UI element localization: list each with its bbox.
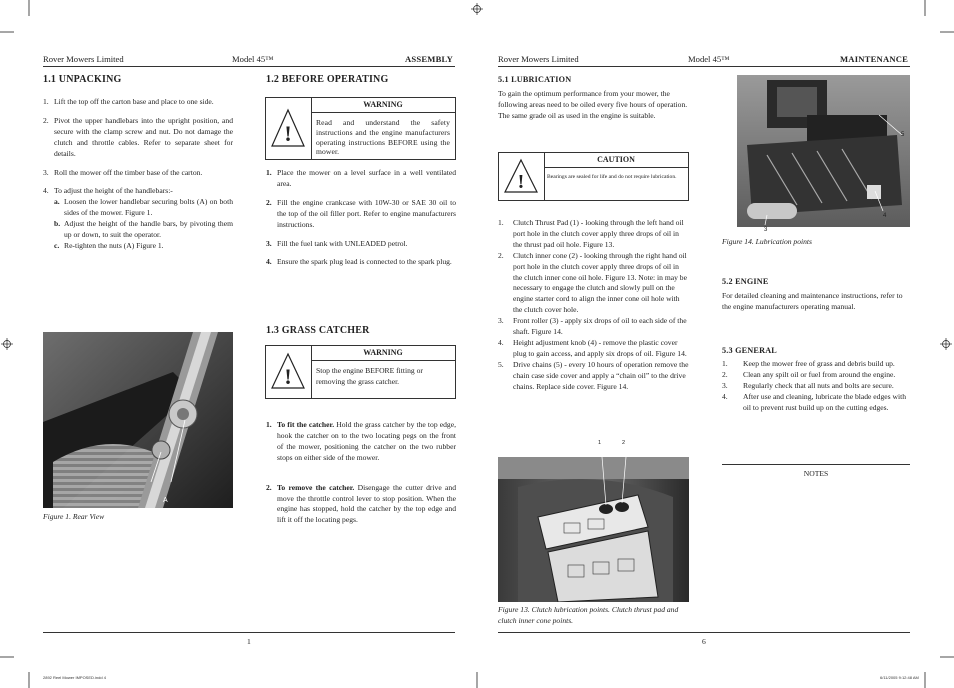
section-heading-general: 5.3 GENERAL — [722, 346, 777, 355]
section-heading-grass-catcher: 1.3 GRASS CATCHER — [266, 325, 370, 336]
caution-title: CAUTION — [544, 153, 688, 168]
figure13-label-1: 1 — [598, 440, 602, 446]
figure1-label-a: A — [163, 497, 168, 504]
header-rule — [43, 66, 455, 67]
general-list — [722, 359, 910, 414]
warning-box — [265, 345, 456, 399]
page-number: 1 — [247, 637, 251, 646]
warning-text: Stop the engine BEFORE fitting or removing the grass catcher. — [316, 366, 423, 386]
list-item: 1. Clutch Thrust Pad (1) - looking through the left hand oil port hole in the clutch cover apply three drops of oil in the thrust pad oil hole. Figure 13. — [498, 218, 684, 249]
lubrication-list — [498, 218, 690, 393]
figure13-label-2: 2 — [622, 440, 626, 446]
sub-item: b. Adjust the height of the handle bars, by pivoting them up or down, to suit the operator. — [54, 219, 233, 240]
svg-text:!: ! — [284, 364, 292, 389]
warning-triangle-icon — [266, 346, 312, 398]
list-item: 2. Fill the engine crankcase with 10W-30 or SAE 30 oil to the top of the oil filler port. Refer to engine manufacturers instructions. — [266, 197, 456, 229]
engine-text: For detailed cleaning and maintenance instructions, refer to the engine manufacturers operating manual. — [722, 291, 903, 311]
notes-heading: NOTES — [803, 469, 829, 478]
unpacking-list — [43, 97, 233, 252]
section-heading-lubrication: 5.1 LUBRICATION — [498, 75, 572, 84]
figure13-caption: Figure 13. Clutch lubrication points. Clutch thrust pad and clutch inner cone points. — [498, 605, 679, 625]
header-section: ASSEMBLY — [405, 54, 454, 64]
before-operating-list — [266, 168, 456, 268]
grass-catcher-list — [266, 420, 456, 526]
footer-rule — [498, 632, 910, 633]
list-item: 2. Clean any spilt oil or fuel from around the engine. — [722, 369, 896, 379]
footer-rule — [43, 632, 455, 633]
section-heading-engine: 5.2 ENGINE — [722, 277, 769, 286]
caution-text: Bearings are sealed for life and do not require lubrication. — [547, 174, 677, 180]
list-item: 3. Front roller (3) - apply six drops of oil to each side of the shaft. Figure 14. — [498, 316, 687, 337]
figure1-caption: Figure 1. Rear View — [43, 512, 105, 521]
header-model: Model 45™ — [232, 54, 274, 64]
slug-file: 2892 Reel Mower IMPOSED.indd 4 — [43, 675, 106, 680]
list-item: 4. Ensure the spark plug lead is connected to the spark plug. — [266, 257, 452, 267]
list-item: 4. Height adjustment knob (4) - remove the plastic cover plug to gain access, and apply six drops of oil. Figure 14. — [498, 337, 687, 358]
header-rule — [498, 66, 910, 67]
warning-triangle-icon — [266, 98, 312, 159]
figure14-label-4: 4 — [883, 213, 887, 219]
figure14-photo — [737, 75, 910, 227]
header-company: Rover Mowers Limited — [43, 54, 124, 64]
lubrication-intro: To gain the optimum performance from your mower, the following areas need to be oiled every five hours of operation. The same grade oil as used in the engine is suitable. — [498, 89, 688, 120]
svg-text:!: ! — [517, 171, 525, 193]
list-item: 2. Pivot the upper handlebars into the upright position, and secure with the clamp screw and nut. Do not damage the clutch and throttle cables. Refer to separate sheet for details. — [43, 115, 233, 158]
figure13-photo — [498, 457, 689, 602]
figure14-caption: Figure 14. Lubrication points — [722, 237, 813, 246]
warning-box — [265, 97, 456, 160]
notes-rule — [722, 464, 910, 465]
header-model: Model 45™ — [688, 54, 730, 64]
list-item: 1. Keep the mower free of grass and debris build up. — [722, 359, 895, 368]
section-heading-before-operating: 1.2 BEFORE OPERATING — [266, 74, 389, 85]
sub-item: a. Loosen the lower handlebar securing bolts (A) on both sides of the mower. Figure 1. — [54, 197, 233, 218]
warning-title: WARNING — [311, 98, 455, 113]
list-item: 2. Clutch inner cone (2) - looking through the right hand oil port hole in the clutch cover apply three drops of oil in the clutch inner cone oil hole. Figure 13. Note: in may be necessary to engage the clutch and slowly pull on the engine starter cord to align the inner cone oil hole with the clutch cover hole. — [498, 250, 687, 315]
sub-item: c. Re-tighten the nuts (A) Figure 1. — [54, 240, 164, 250]
figure14-label-3: 3 — [764, 227, 768, 233]
warning-title: WARNING — [311, 346, 455, 361]
list-item: 3. Roll the mower off the timber base of the carton. — [43, 167, 203, 177]
list-item: 1. Place the mower on a level surface in a well ventilated area. — [266, 168, 456, 188]
list-item: 1. Lift the top off the carton base and place to one side. — [43, 97, 214, 106]
list-item: 3. Regularly check that all nuts and bolts are secure. — [722, 380, 894, 390]
warning-triangle-icon — [499, 153, 545, 200]
list-item: 3. Fill the fuel tank with UNLEADED petrol. — [266, 238, 408, 248]
svg-text:!: ! — [284, 121, 292, 146]
header-section: MAINTENANCE — [840, 54, 909, 64]
figure1-photo — [43, 332, 233, 508]
list-item: 1. To fit the catcher. Hold the grass catcher by the top edge, hook the catcher on to the two locating pegs on the front of the mower, positioning the catcher on the two rubber stops on either side of the mower. — [266, 420, 457, 462]
list-item: 4. After use and cleaning, lubricate the blade edges with oil to prevent rust build up on the cutting edges. — [722, 391, 906, 412]
figure14-label-5: 5 — [901, 132, 905, 138]
list-item: 5. Drive chains (5) - every 10 hours of operation remove the chain case side cover and apply a “chain oil” to the drive chains. Replace side cover. Figure 14. — [498, 359, 689, 391]
page-number: 6 — [702, 637, 706, 646]
warning-text: Read and understand the safety instructions and the engine manufacturers operating instructions BEFORE using the mower. — [316, 118, 450, 157]
caution-box — [498, 152, 689, 201]
list-item: 4. To adjust the height of the handlebars:- — [43, 186, 173, 196]
section-heading-unpacking: 1.1 UNPACKING — [43, 74, 122, 85]
slug-date: 6/11/2005 9:12:48 AM — [880, 675, 919, 680]
list-item: 2. To remove the catcher. Disengage the cutter drive and move the throttle control lever to stop position. When the engine has stopped, hold the catcher by the top edge and lift it off the locating pegs. — [266, 482, 456, 525]
header-company: Rover Mowers Limited — [498, 54, 579, 64]
